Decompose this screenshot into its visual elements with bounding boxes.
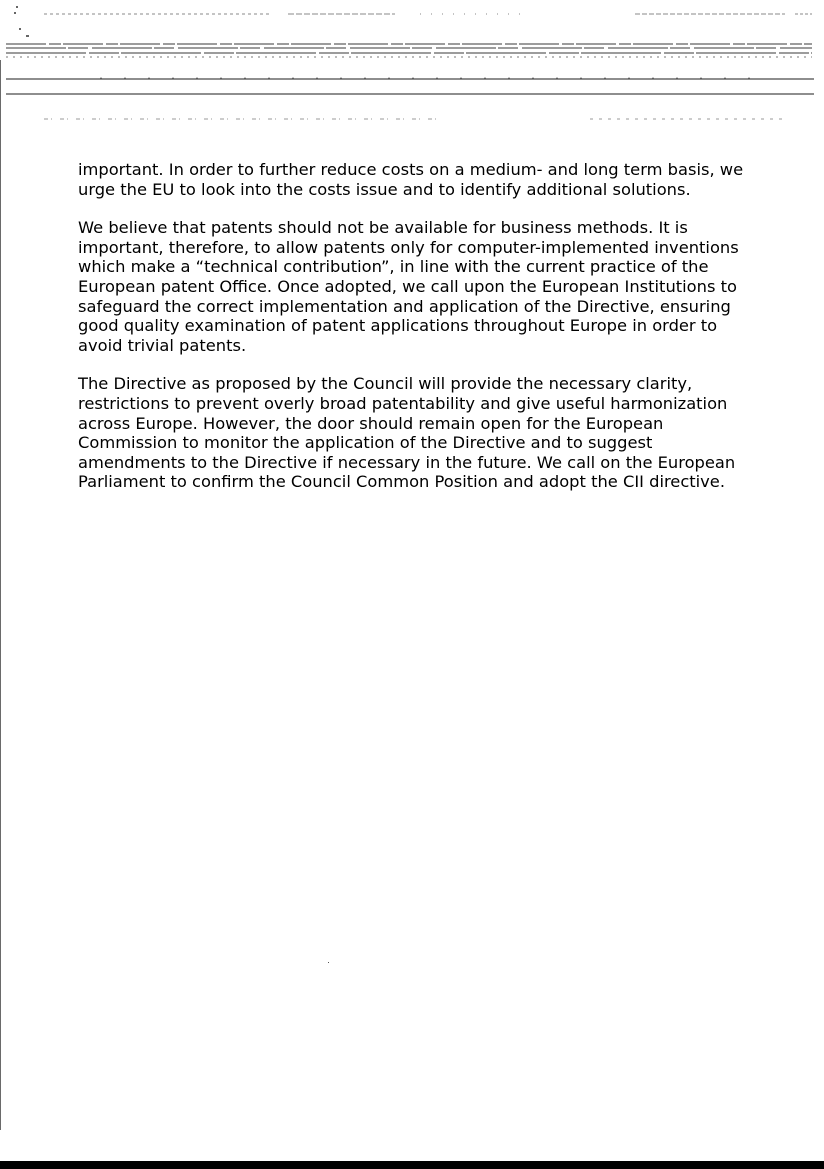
- text-line: which make a “technical contribution”, in line with the current practice of the: [78, 257, 709, 277]
- paragraph-business-methods: [78, 218, 768, 355]
- text-line: restrictions to prevent overly broad patentability and give useful harmonization: [78, 393, 728, 413]
- text-line: Commission to monitor the application of the Directive and to suggest: [78, 433, 653, 453]
- text-line: Parliament to confirm the Council Common Position and adopt the CII directive.: [78, 472, 726, 492]
- text-line: amendments to the Directive if necessary in the future. We call on the European: [78, 452, 736, 472]
- paragraph-council-directive: [78, 374, 768, 492]
- text-line: important. In order to further reduce costs on a medium- and long term basis, we: [78, 160, 744, 179]
- text-line: important, therefore, to allow patents only for computer-implemented inventions: [78, 237, 739, 257]
- text-line: good quality examination of patent applications throughout Europe in order to: [78, 316, 718, 336]
- text-line: The Directive as proposed by the Council will provide the necessary clarity,: [78, 374, 693, 394]
- scanned-header-artifacts: [0, 0, 824, 130]
- text-line: across Europe. However, the door should remain open for the European: [78, 413, 664, 433]
- scan-left-edge: [0, 60, 1, 1130]
- scan-bottom-edge: [0, 1161, 824, 1169]
- paragraph-cost-reduction: [78, 160, 768, 199]
- letter-body: [78, 160, 768, 511]
- header-rule-lines: [0, 0, 824, 130]
- text-line: safeguard the correct implementation and application of the Directive, ensuring: [78, 296, 731, 316]
- text-line: urge the EU to look into the costs issue and to identify additional solutions.: [78, 179, 691, 199]
- scan-speck: [328, 962, 329, 963]
- text-line: European patent Office. Once adopted, we call upon the European Institutions to: [78, 276, 737, 296]
- text-line: avoid trivial patents.: [78, 335, 247, 355]
- text-line: We believe that patents should not be available for business methods. It is: [78, 218, 688, 238]
